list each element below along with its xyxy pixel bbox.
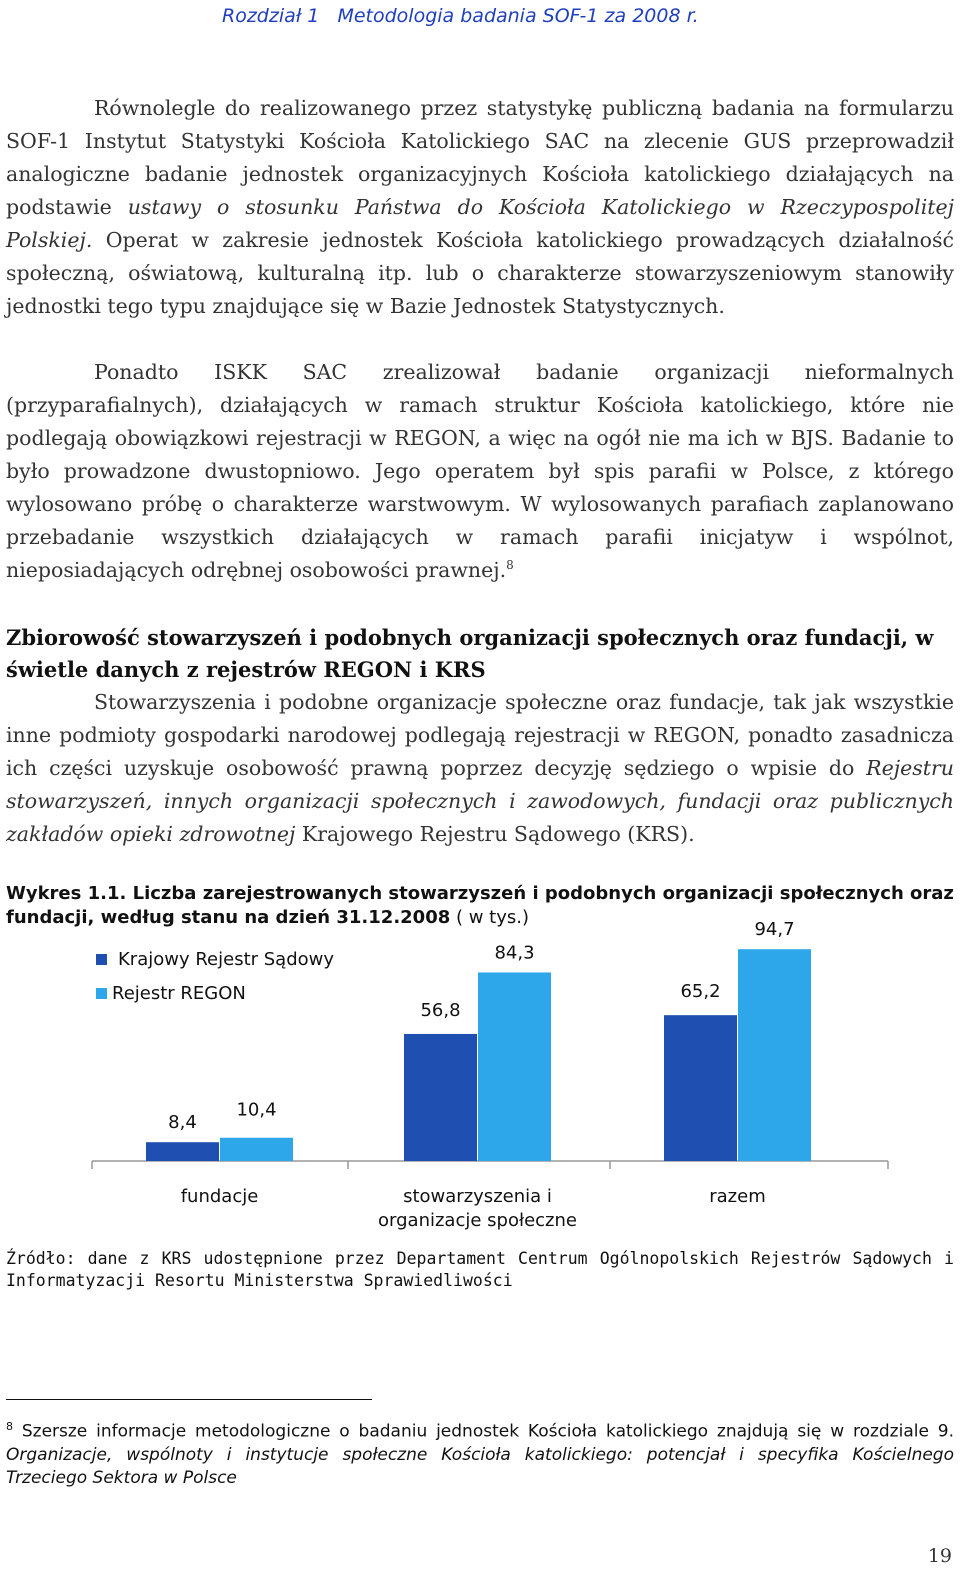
footnote-text: Szersze informacje metodologiczne o badaniu jednostek Kościoła katolickiego znajdują się w rozdziale 9. [13,1421,954,1442]
paragraph-2 [6,356,954,587]
bar-regon-0 [220,1138,293,1161]
category-label: razem [709,1186,766,1207]
header-title: Metodologia badania SOF-1 za 2008 r. [337,5,699,27]
running-header [222,5,699,27]
paragraph-3-text-a: Stowarzyszenia i podobne organizacje społeczne oraz fundacje, tak jak wszystkie inne podmioty gospodarki narodowej podlegają rejestracji w REGON, ponadto zasadnicza ich części uzyskuje osobowość prawną poprzez decyzję sędziego o wpisie do [6,690,954,780]
bar-krs-2 [664,1015,737,1161]
footnote-8 [6,1415,954,1490]
paragraph-3-italic-register: Rejestru stowarzyszeń, innych organizacji społecznych i zawodowych, fundacji oraz publicznych zakładów opieki zdrowotnej [6,756,954,846]
legend-swatch-1 [96,988,107,999]
bar-regon-2 [738,949,811,1161]
paragraph-3-text-b: Krajowego Rejestru Sądowego (KRS). [295,822,695,846]
source-note: Źródło: dane z KRS udostępnione przez Departament Centrum Ogólnopolskich Rejestrów Sądowych i Informatyzacji Resortu Ministerstwa Sprawiedliwości [6,1249,954,1290]
data-label: 56,8 [420,999,461,1021]
bar-krs-1 [404,1034,477,1161]
bar-chart [0,919,960,1240]
paragraph-1-text-b: Operat w zakresie jednostek Kościoła katolickiego prowadzących działalność społeczną, oświatową, kulturalną itp. lub o charakterze stowarzyszeniowym stanowiły jednostki tego typu znajdujące się w Bazie Jednostek Statystycznych. [6,228,954,318]
category-label: stowarzyszenia i [403,1186,552,1207]
paragraph-3 [6,686,954,851]
legend-label: Rejestr REGON [112,983,246,1004]
paragraph-1-italic-law: ustawy o stosunku Państwa do Kościoła Katolickiego w Rzeczypospolitej Polskiej. [6,195,954,252]
category-label: organizacje społeczne [378,1210,577,1231]
legend-label: Krajowy Rejestr Sądowy [118,949,335,970]
figure-caption-title: Wykres 1.1. Liczba zarejestrowanych stowarzyszeń i podobnych organizacji społecznych oraz fundacji, według stanu na dzień 31.12.2008 [6,883,954,928]
footnote-italic-title: Organizacje, wspólnoty i instytucje społeczne Kościoła katolickiego: potencjał i specyfika Kościelnego Trzeciego Sektora w Polsce [6,1444,954,1488]
data-label: 84,3 [494,942,535,964]
data-label: 94,7 [754,919,795,941]
page-number: 19 [927,1545,952,1567]
figure-caption-unit: ( w tys.) [450,907,530,928]
footnote-ref-8[interactable]: 8 [506,558,514,573]
paragraph-2-text: Ponadto ISKK SAC zrealizował badanie organizacji nieformalnych (przyparafialnych), działających w ramach struktur Kościoła katolickiego, które nie podlegają obowiązkowi rejestracji w REGON, a więc na ogół nie ma ich w BJS. Badanie to było prowadzone dwustopniowo. Jego operatem był spis parafii w Polsce, z którego wylosowano próbę o charakterze warstwowym. W wylosowanych parafiach zaplanowano przebadanie wszystkich działających w ramach parafii inicjatyw i wspólnot, nieposiadających odrębnej osobowości prawnej. [6,360,954,582]
figure-caption [6,882,956,930]
bar-regon-1 [478,972,551,1161]
paragraph-1 [6,92,954,323]
paragraph-1-text-a: Równolegle do realizowanego przez statystykę publiczną badania na formularzu SOF-1 Instytut Statystyki Kościoła Katolickiego SAC na zlecenie GUS przeprowadził analogiczne badanie jednostek organizacyjnych Kościoła katolickiego działających na podstawie [6,96,954,219]
data-label: 10,4 [236,1099,277,1121]
legend-swatch-0 [96,954,107,965]
data-label: 8,4 [168,1112,197,1134]
data-label: 65,2 [680,981,721,1003]
footnote-divider [6,1399,372,1400]
footnote-marker: 8 [6,1420,13,1433]
header-chapter: Rozdział 1 [222,5,320,27]
category-label: fundacje [180,1186,259,1207]
bar-krs-0 [146,1142,219,1161]
bar-chart-svg [0,919,960,1240]
section-title: Zbiorowość stowarzyszeń i podobnych organizacji społecznych oraz fundacji, w świetle danych z rejestrów REGON i KRS [6,625,934,682]
